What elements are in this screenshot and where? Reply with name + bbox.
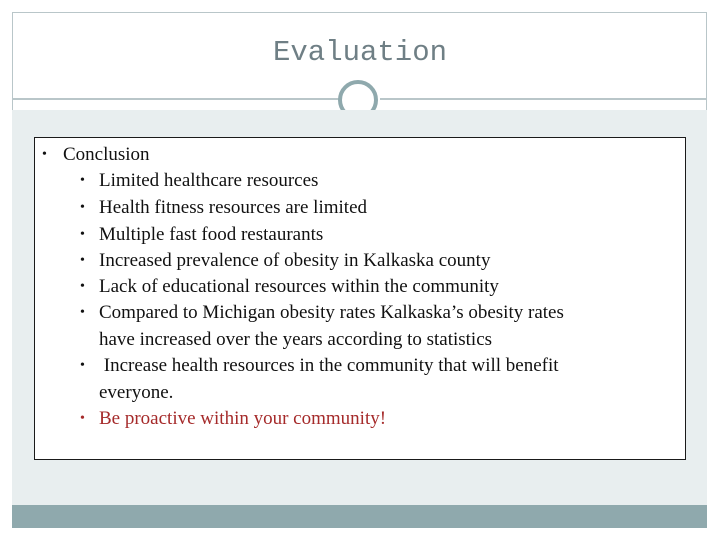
bullet-item: Limited healthcare resources [99, 170, 319, 191]
bullet-marker: • [80, 305, 85, 320]
bullet-item-highlight: Be proactive within your community! [99, 408, 387, 429]
title-divider-right [380, 98, 707, 100]
title-divider-left [12, 98, 340, 100]
bullet-marker: • [80, 358, 85, 373]
bullet-item: Health fitness resources are limited [99, 197, 368, 218]
bullet-item: Compared to Michigan obesity rates Kalkaska’s obesity rates [99, 302, 564, 323]
slide-title: Evaluation [272, 36, 448, 69]
bullet-marker: • [80, 227, 85, 242]
bullet-marker: • [80, 279, 85, 294]
bullet-conclusion: Conclusion [63, 144, 150, 165]
bullet-marker: • [42, 147, 47, 162]
content-box [34, 137, 686, 460]
bullet-marker: • [80, 253, 85, 268]
bullet-item: Multiple fast food restaurants [99, 224, 324, 245]
bullet-item: Lack of educational resources within the community [99, 276, 499, 297]
bullet-item-continuation: have increased over the years according to statistics [99, 329, 493, 350]
bullet-item-continuation: everyone. [99, 382, 174, 403]
bullet-item: Increase health resources in the community that will benefit [99, 355, 559, 376]
bullet-list [35, 138, 685, 459]
bullet-marker: • [80, 411, 85, 426]
bullet-marker: • [80, 173, 85, 188]
bullet-marker: • [80, 200, 85, 215]
footer-bar [12, 505, 707, 528]
bullet-item: Increased prevalence of obesity in Kalkaska county [99, 250, 491, 271]
